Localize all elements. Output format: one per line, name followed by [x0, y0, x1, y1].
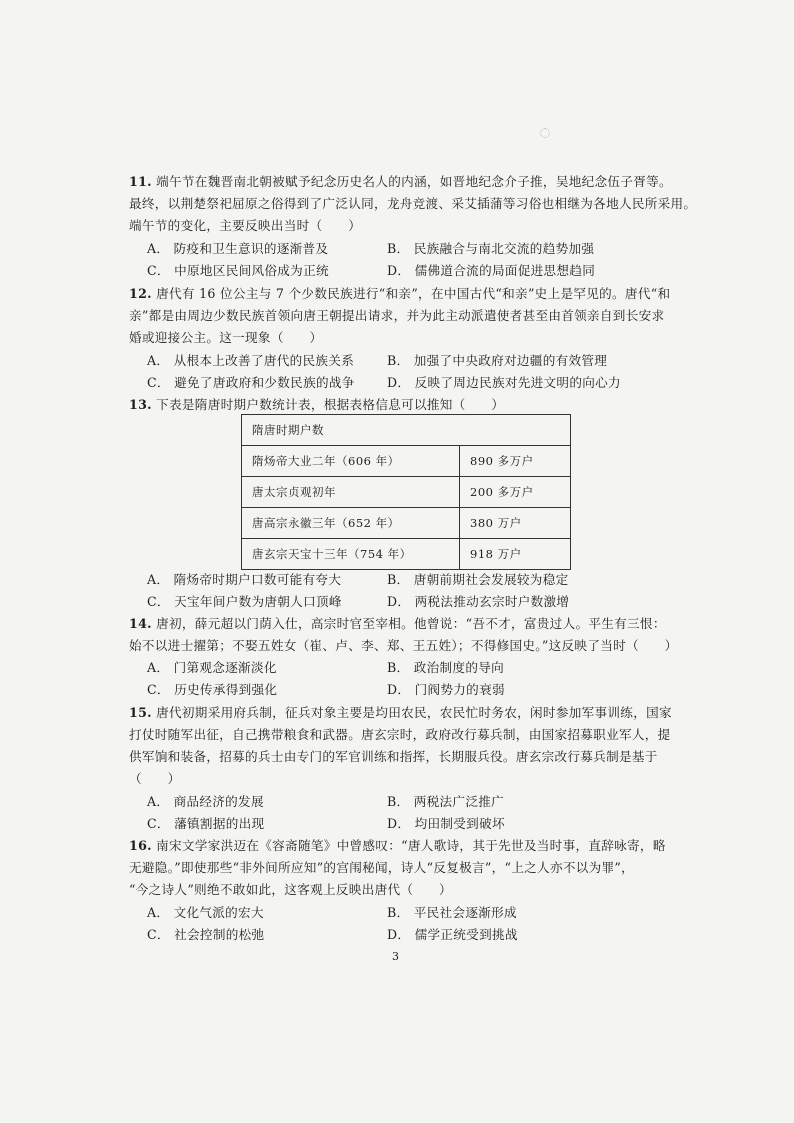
scan-artifact [540, 128, 550, 138]
table-cell-period: 唐高宗永徽三年（652 年） [242, 508, 460, 539]
q14-line-2: 始不以进士擢第；不娶五姓女（崔、卢、李、郑、王五姓）；不得修国史。”这反映了当时（ ） [129, 638, 678, 653]
q16-option-c: C． 社会控制的松弛 [147, 927, 265, 942]
q16-option-a: A． 文化气派的宏大 [147, 905, 264, 920]
table-row [242, 539, 571, 570]
q12-line-3: 婚或迎接公主。这一现象（ ） [129, 330, 323, 345]
q11-line-1: 11. 端午节在魏晋南北朝被赋予纪念历史名人的内涵，如晋地纪念介子推，吴地纪念伍子胥等。 [129, 174, 672, 189]
q12-option-c: C． 避免了唐政府和少数民族的战争 [147, 375, 355, 390]
q16-line-3: “今之诗人”则绝不敢如此，这客观上反映出唐代（ ） [129, 882, 452, 897]
table-cell-households: 890 多万户 [460, 446, 571, 477]
q15-line-4: （ ） [129, 771, 181, 786]
q15-line-2: 打仗时随军出征，自己携带粮食和武器。唐玄宗时，政府改行募兵制，由国家招募职业军人，提 [129, 727, 671, 742]
q16-option-d: D． 儒学正统受到挑战 [387, 927, 518, 942]
q11-number: 11. [129, 174, 152, 189]
q12-line-1: 12. 唐代有 16 位公主与 7 个少数民族进行“和亲”，在中国古代“和亲”史上是罕见的。唐代“和 [129, 286, 671, 301]
table-row [242, 446, 571, 477]
q15-option-b: B． 两税法广泛推广 [387, 794, 505, 809]
q15-option-c: C． 藩镇割据的出现 [147, 816, 265, 831]
q14-option-c: C． 历史传承得到强化 [147, 682, 278, 697]
q12-option-a: A． 从根本上改善了唐代的民族关系 [147, 353, 355, 368]
q15-line-1: 15. 唐代初期采用府兵制，征兵对象主要是均田农民，农民忙时务农，闲时参加军事训练，国家 [129, 705, 672, 720]
q15-line-3: 供军饷和装备，招募的兵士由专门的军官训练和指挥，长期服兵役。唐玄宗改行募兵制是基于 [129, 749, 658, 764]
q16-number: 16. [129, 838, 152, 853]
q11-option-c: C． 中原地区民间风俗成为正统 [147, 263, 329, 278]
table-header-row [242, 415, 571, 446]
household-table [241, 414, 571, 570]
q14-line-1: 14. 唐初，薛元超以门荫入仕，高宗时官至宰相。他曾说：“吾不才，富贵过人。平生有三恨： [129, 616, 666, 631]
table-cell-period: 隋炀帝大业二年（606 年） [242, 446, 460, 477]
table-cell-period: 唐玄宗天宝十三年（754 年） [242, 539, 460, 570]
q13-option-d: D． 两税法推动玄宗时户数激增 [387, 594, 570, 609]
table-cell-period: 唐太宗贞观初年 [242, 477, 460, 508]
q13-option-b: B． 唐朝前期社会发展较为稳定 [387, 572, 569, 587]
q14-option-a: A． 门第观念逐渐淡化 [147, 660, 277, 675]
q15-option-a: A． 商品经济的发展 [147, 794, 264, 809]
q13-option-a: A． 隋炀帝时期户口数可能有夸大 [147, 572, 342, 587]
q14-option-b: B． 政治制度的导向 [387, 660, 505, 675]
q16-line-2: 无避隐。”即使那些“非外间所应知”的宫闱秘闻，诗人“反复极言”，“上之人亦不以为罪”， [129, 860, 635, 875]
table-header: 隋唐时期户数 [242, 415, 571, 446]
table-row [242, 477, 571, 508]
table-row [242, 508, 571, 539]
q11-option-b: B． 民族融合与南北交流的趋势加强 [387, 241, 595, 256]
q12-number: 12. [129, 286, 152, 301]
q11-option-a: A． 防疫和卫生意识的逐渐普及 [147, 241, 329, 256]
q12-option-b: B． 加强了中央政府对边疆的有效管理 [387, 353, 608, 368]
q13-line-1: 13. 下表是隋唐时期户数统计表，根据表格信息可以推知（ ） [129, 397, 505, 412]
q14-option-d: D． 门阀势力的衰弱 [387, 682, 505, 697]
q13-option-c: C． 天宝年间户数为唐朝人口顶峰 [147, 594, 342, 609]
q13-number: 13. [129, 397, 152, 412]
q11-option-d: D． 儒佛道合流的局面促进思想趋同 [387, 263, 596, 278]
table-cell-households: 380 万户 [460, 508, 571, 539]
q14-number: 14. [129, 616, 152, 631]
q12-line-2: 亲”都是由周边少数民族首领向唐王朝提出请求，并为此主动派遣使者甚至由首领亲自到长安求 [129, 308, 665, 323]
q15-option-d: D． 均田制受到破坏 [387, 816, 505, 831]
q11-line-2: 最终，以荆楚祭祀屈原之俗得到了广泛认同，龙舟竞渡、采艾插蒲等习俗也相继为各地人民所采用。 [129, 196, 697, 211]
q16-option-b: B． 平民社会逐渐形成 [387, 905, 517, 920]
page-number: 3 [392, 950, 399, 963]
q15-number: 15. [129, 705, 152, 720]
table-cell-households: 200 多万户 [460, 477, 571, 508]
q16-line-1: 16. 南宋文学家洪迈在《容斋随笔》中曾感叹：“唐人歌诗，其于先世及当时事，直辞咏寄，略 [129, 838, 666, 853]
table-cell-households: 918 万户 [460, 539, 571, 570]
q12-option-d: D． 反映了周边民族对先进文明的向心力 [387, 375, 621, 390]
q11-line-3: 端午节的变化，主要反映出当时（ ） [129, 218, 362, 233]
